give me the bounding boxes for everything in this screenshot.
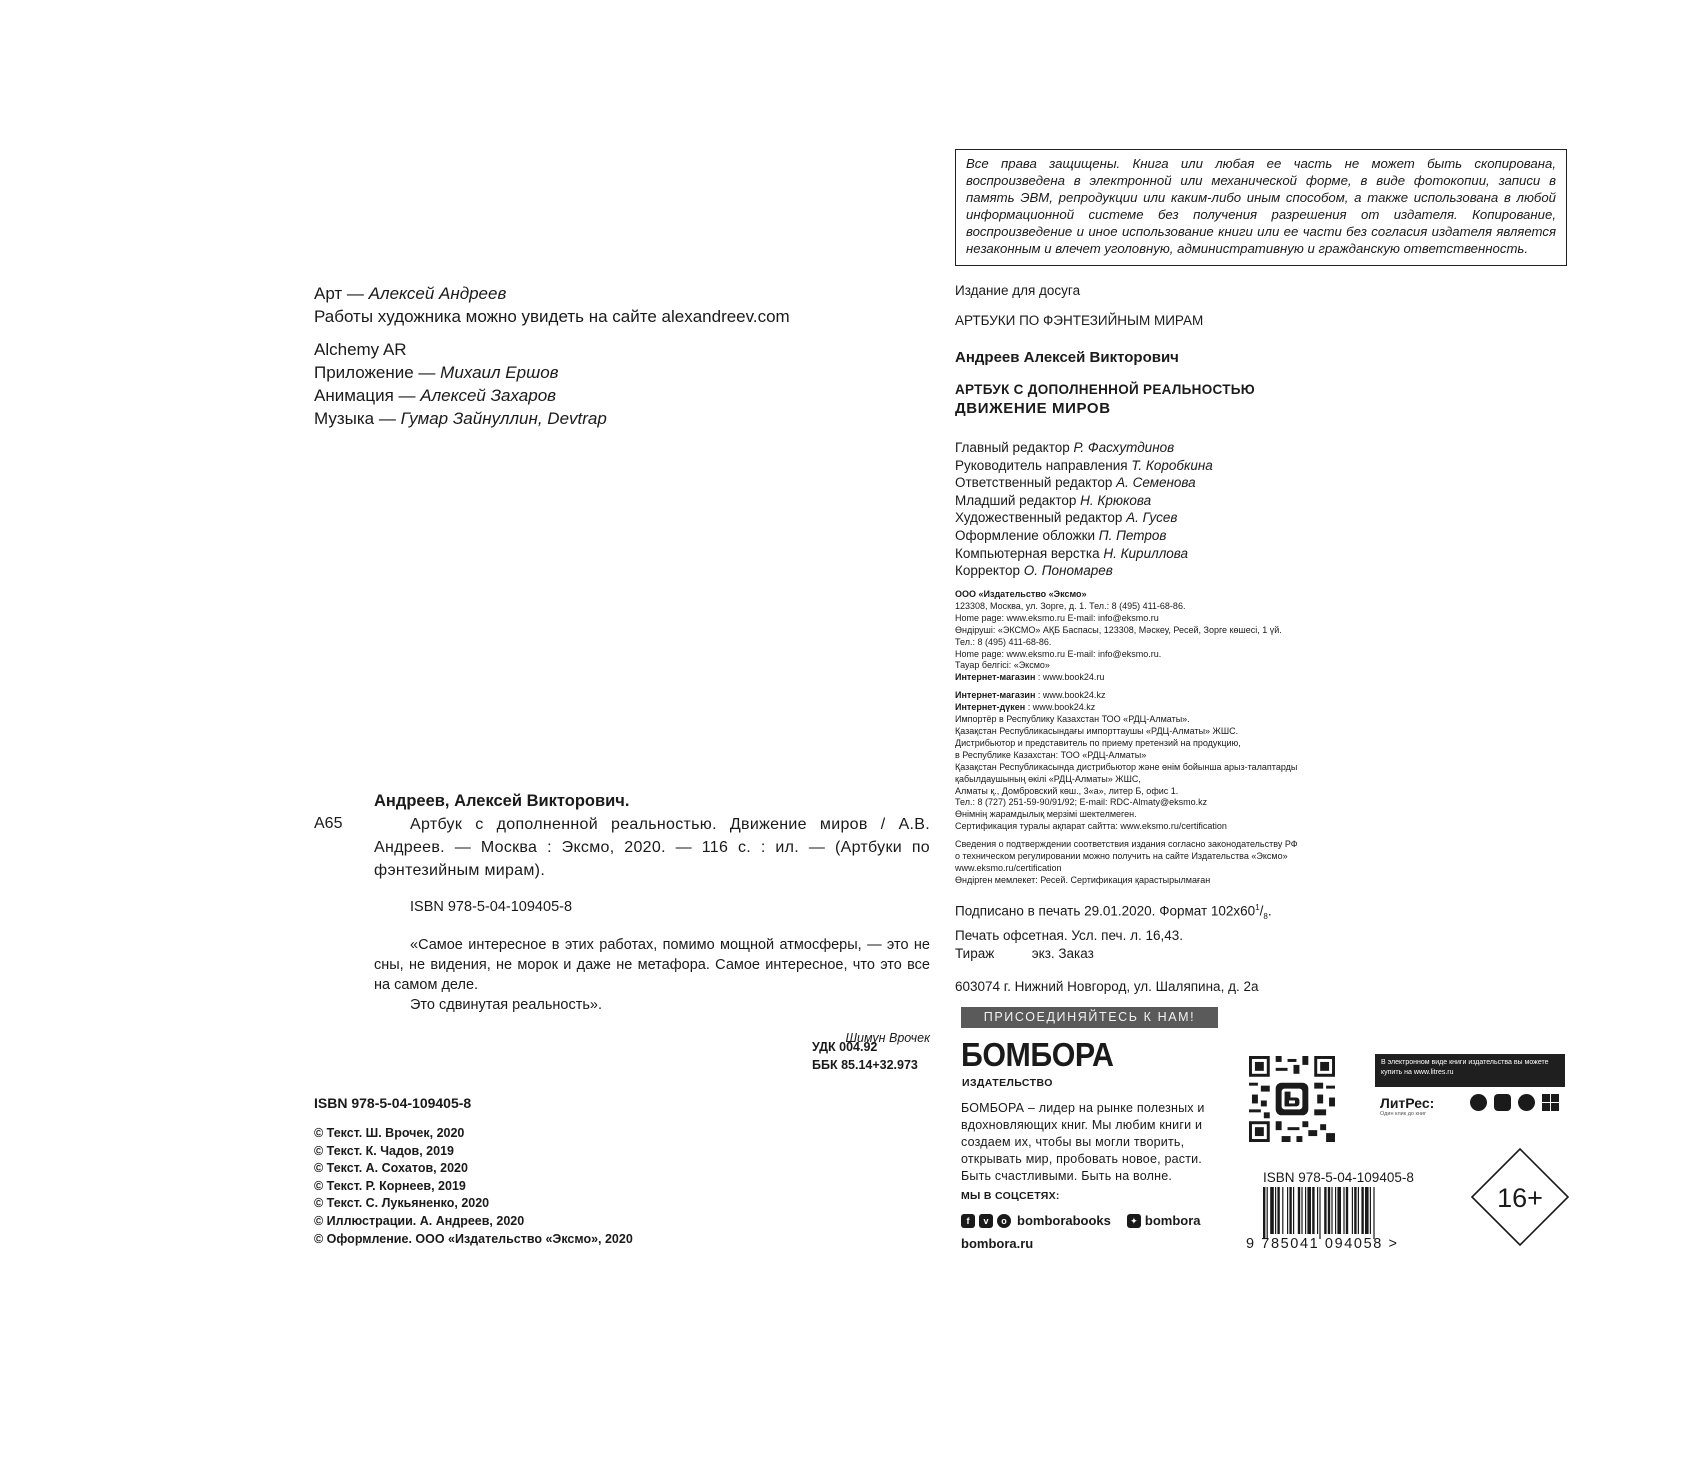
- litres-tagline: Один клик до книг: [1380, 1111, 1427, 1117]
- editorial-staff: [955, 439, 1213, 580]
- copyright-line: © Оформление. ООО «Издательство «Эксмо», 2020: [314, 1231, 633, 1246]
- printer-address: 603074 г. Нижний Новгород, ул. Шаляпина, д. 2а: [955, 978, 1259, 994]
- rights-notice: [955, 149, 1567, 266]
- publisher-line: Дистрибьютор и представитель по приему претензий на продукцию,: [955, 737, 1241, 748]
- publisher-line: в Республике Казахстан: ТОО «РДЦ-Алматы»: [955, 749, 1147, 760]
- copyright-line: © Текст. С. Лукьяненко, 2020: [314, 1196, 490, 1211]
- staff-row: Оформление обложки П. Петров: [955, 527, 1167, 543]
- vk-icon: v: [979, 1214, 993, 1228]
- apple-icon: [1470, 1094, 1487, 1111]
- app-credit: Приложение — Михаил Ершов: [314, 363, 559, 382]
- udk-code: УДК 004.92: [812, 1040, 878, 1054]
- bombora-description: БОМБОРА – лидер на рынке полезных и вдохновляющих книг. Мы любим книги и создаем их, чтобы вы могли творить, открывать мир, пробовать новое, расти. Быть счастливыми. Быть на волне.: [961, 1101, 1205, 1183]
- barcode-isbn: ISBN 978-5-04-109405-8: [1263, 1170, 1414, 1185]
- publisher-line: Тауар белгісі: «Эксмо»: [955, 660, 1050, 671]
- bombora-subtitle: ИЗДАТЕЛЬСТВО: [962, 1077, 1053, 1089]
- classification-codes: [812, 1038, 918, 1074]
- print-details: [955, 899, 1272, 996]
- publisher-line: Қазақстан Республикасында дистрибьютор және өнім бойынша арыз-талаптарды: [955, 761, 1298, 772]
- join-us-banner: ПРИСОЕДИНЯЙТЕСЬ К НАМ!: [961, 1007, 1218, 1028]
- copyright-line: © Текст. Ш. Врочек, 2020: [314, 1126, 465, 1140]
- credits-block: [314, 282, 874, 430]
- online-shop-kz: Интернет-магазин : www.book24.kz: [955, 690, 1106, 701]
- publisher-line: Сертификация туралы ақпарат сайтта: www.eksmo.ru/certification: [955, 821, 1227, 832]
- animation-credit: Анимация — Алексей Захаров: [314, 386, 557, 405]
- app-title: Alchemy AR: [314, 340, 407, 359]
- publisher-line: Қазақстан Республикасындағы импорттаушы «РДЦ-Алматы» ЖШС.: [955, 725, 1239, 736]
- online-shop-ru: Интернет-магазин : www.book24.ru: [955, 672, 1105, 683]
- age-rating-text: 16+: [1497, 1183, 1543, 1213]
- staff-row: Руководитель направления Т. Коробкина: [955, 457, 1213, 473]
- copyright-line: © Иллюстрации. А. Андреев, 2020: [314, 1213, 525, 1228]
- title-line-2: ДВИЖЕНИЕ МИРОВ: [955, 400, 1111, 417]
- social-title: МЫ В СОЦСЕТЯХ:: [961, 1190, 1060, 1202]
- copyright-list: [314, 1125, 633, 1248]
- staff-row: Компьютерная верстка Н. Кириллова: [955, 545, 1189, 561]
- publisher-name: ООО «Издательство «Эксмо»: [955, 589, 1087, 599]
- edition-type: Издание для досуга: [955, 283, 1081, 298]
- facebook-icon: f: [961, 1214, 975, 1228]
- bbk-code: ББК 85.14+32.973: [812, 1058, 918, 1072]
- barcode-icon: [1261, 1187, 1429, 1239]
- publisher-line: Импортёр в Республику Казахстан ТОО «РДЦ-Алматы».: [955, 714, 1190, 725]
- art-site: Работы художника можно увидеть на сайте alexandreev.com: [314, 307, 790, 326]
- publisher-line: Алматы қ., Домбровский көш., 3«а», литер Б, офис 1.: [955, 785, 1179, 796]
- publisher-line: 123308, Москва, ул. Зорге, д. 1. Тел.: 8 (495) 411-68-86.: [955, 600, 1186, 611]
- print-signed: Подписано в печать 29.01.2020. Формат $102x60^1/_8$.: [955, 903, 1272, 922]
- music-credit: Музыка — Гумар Зайнуллин, Devtrap: [314, 409, 607, 428]
- windows-icon: [1542, 1094, 1559, 1111]
- yandex-zen-icon: ✦: [1127, 1214, 1141, 1228]
- publisher-line: Өндіруші: «ЭКСМО» АҚБ Баспасы, 123308, Мәскеу, Ресей, Зорге көшесі, 1 үй.: [955, 624, 1282, 635]
- quote-author: Шимун Врочек: [845, 1031, 930, 1045]
- publisher-line: қабылдаушының өкілі «РДЦ-Алматы» ЖШС,: [955, 773, 1141, 784]
- bombora-site-link[interactable]: bombora.ru: [961, 1236, 1034, 1251]
- bombora-logo: БОМБОРА: [961, 1036, 1114, 1073]
- publisher-line: Home page: www.eksmo.ru E-mail: info@eksmo.ru: [955, 612, 1159, 623]
- age-rating-badge: [1470, 1147, 1570, 1247]
- social-handle[interactable]: bomborabooks: [1017, 1213, 1111, 1228]
- copyright-line: © Текст. К. Чадов, 2019: [314, 1143, 454, 1158]
- staff-row: Ответственный редактор А. Семенова: [955, 475, 1196, 491]
- annotation-quote: «Самое интересное в этих работах, помимо мощной атмосферы, — это не сны, не видения, не морок и даже не метафора. Самое интересное, что это все на самом деле.: [374, 937, 930, 993]
- barcode-digits: 9 785041 094058 >: [1246, 1236, 1399, 1252]
- rights-text: Все права защищены. Книга или любая ее часть не может быть скопирована, воспроизведена в электронной или механической форме, в виде фотокопии, записи в память ЭВМ, репродукции или каким-либо иным способом, а также использована в любой информационной системе без получения разрешения от издателя. Копирование, воспроизведение и иное использование книги или ее части без согласия издателя является незаконным и влечет уголовную, административную и гражданскую ответственность.: [966, 156, 1556, 256]
- certification-line: Өндірген мемлекет: Ресей. Сертификация қарастырылмаған: [955, 874, 1211, 885]
- copyright-line: © Текст. Р. Корнеев, 2019: [314, 1178, 466, 1193]
- chrome-icon: [1518, 1094, 1535, 1111]
- certification-line: Сведения о подтверждении соответствия издания согласно законодательству РФ: [955, 839, 1298, 850]
- biblio-author: Андреев, Алексей Викторович.: [374, 792, 630, 810]
- series-name: АРТБУКИ ПО ФЭНТЕЗИЙНЫМ МИРАМ: [955, 313, 1204, 328]
- art-credit: Арт — Алексей Андреев: [314, 284, 507, 303]
- publisher-line: Өнімнің жарамдылық мерзімі шектелмеген.: [955, 809, 1137, 820]
- book-title: [955, 382, 1255, 417]
- certification-line: www.eksmo.ru/certification: [955, 862, 1062, 873]
- title-line-1: АРТБУК С ДОПОЛНЕННОЙ РЕАЛЬНОСТЬЮ: [955, 382, 1255, 397]
- social-links: [961, 1213, 1201, 1228]
- biblio-description: Артбук с дополненной реальностью. Движение миров / А.В. Андреев. — Москва : Эксмо, 2020. — 116 с. : ил. — (Артбуки по фэнтезийным мирам).: [374, 816, 930, 879]
- publisher-line: Тел.: 8 (495) 411-68-86.: [955, 636, 1052, 647]
- copyright-line: © Текст. А. Сохатов, 2020: [314, 1161, 468, 1176]
- staff-row: Художественный редактор А. Гусев: [955, 510, 1178, 526]
- qr-code-icon: [1249, 1056, 1335, 1142]
- online-shop-kz-local: Интернет-дүкен : www.book24.kz: [955, 702, 1096, 713]
- biblio-isbn: ISBN 978-5-04-109405-8: [410, 899, 573, 915]
- certification-line: о техническом регулировании можно получить на сайте Издательства «Эксмо»: [955, 851, 1288, 862]
- android-icon: [1494, 1094, 1511, 1111]
- platform-icons: [1470, 1094, 1559, 1111]
- staff-row: Главный редактор Р. Фасхутдинов: [955, 440, 1175, 455]
- publisher-info: [955, 589, 1345, 887]
- staff-row: Корректор О. Пономарев: [955, 563, 1113, 579]
- print-type: Печать офсетная. Усл. печ. л. 16,43.: [955, 927, 1183, 943]
- publisher-line: Тел.: 8 (727) 251-59-90/91/92; E-mail: RDC-Almaty@eksmo.kz: [955, 797, 1208, 808]
- instagram-icon: o: [997, 1214, 1011, 1228]
- isbn-main: ISBN 978-5-04-109405-8: [314, 1095, 472, 1111]
- litres-banner: В электронном виде книги издательства вы можете купить на www.litres.ru: [1375, 1054, 1565, 1087]
- author-name: Андреев Алексей Викторович: [955, 349, 1179, 366]
- bibliographic-record: [374, 790, 930, 1050]
- print-run: Тираж экз. Заказ: [955, 946, 1094, 962]
- staff-row: Младший редактор Н. Крюкова: [955, 492, 1152, 508]
- annotation-quote-end: Это сдвинутая реальность».: [410, 997, 603, 1013]
- publisher-line: Home page: www.eksmo.ru E-mail: info@eksmo.ru.: [955, 648, 1162, 659]
- art-name: Алексей Андреев: [368, 284, 507, 303]
- litres-logo: ЛитРес:: [1380, 1095, 1435, 1111]
- author-mark: А65: [314, 815, 343, 832]
- social-handle-2[interactable]: bombora: [1144, 1213, 1201, 1228]
